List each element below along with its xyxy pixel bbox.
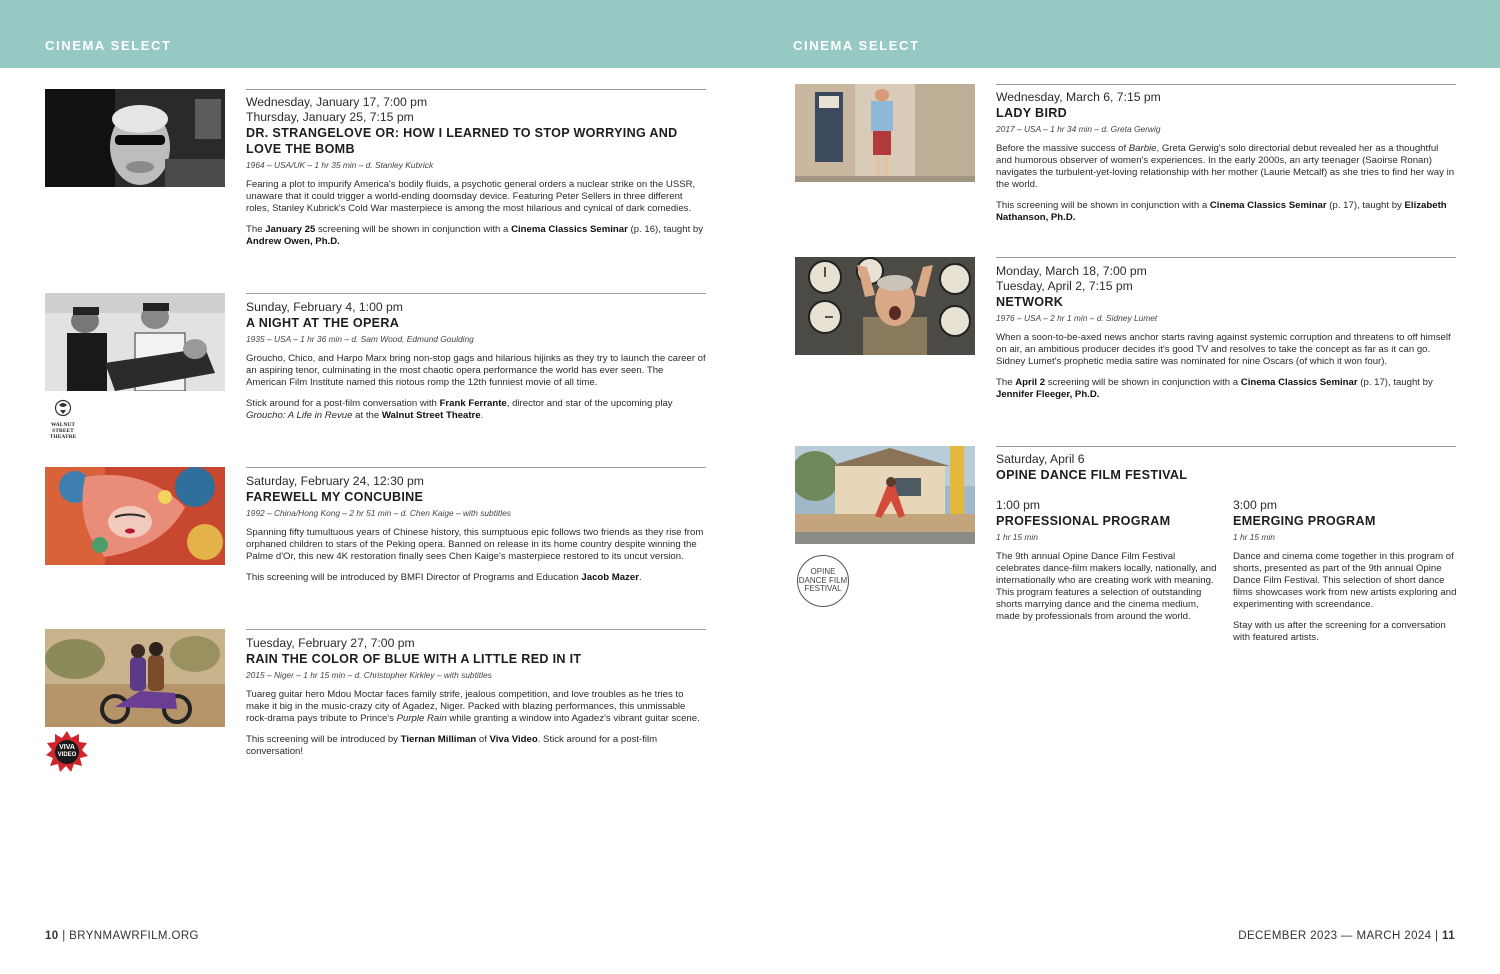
film-entry-dr-strangelove — [246, 95, 706, 248]
opine-festival-logo — [797, 555, 849, 607]
page-number-right: 11 — [1442, 930, 1455, 942]
program-description: The 9th annual Opine Dance Film Festival celebrates dance-film makers locally, nationally, and internationally who are creating work with meaning. This program features a selection of outstanding shorts marrying dance and the cinema medium, made by professionals from around the world. — [996, 551, 1217, 622]
festival-program-emerging — [1233, 498, 1457, 644]
opine-logo-line-2: DANCE FILM — [798, 575, 848, 585]
program-meta: 1 hr 15 min — [1233, 532, 1275, 542]
film-meta: 1992 – China/Hong Kong – 2 hr 51 min – d. Chen Kaige – with subtitles — [246, 508, 511, 518]
film-note: This screening will be introduced by Tiernan Milliman of Viva Video. Stick around for a post-film conversation! — [246, 734, 658, 757]
screening-date: Sunday, February 4, 1:00 pm — [246, 300, 403, 314]
film-meta: 1976 – USA – 2 hr 1 min – d. Sidney Lumet — [996, 313, 1158, 323]
film-still-farewell-my-concubine — [45, 467, 225, 565]
viva-logo-line-2: VIDEO — [57, 752, 77, 758]
film-entry-rain-the-color-of-blue — [246, 636, 706, 758]
film-title: RAIN THE COLOR OF BLUE WITH A LITTLE RED IN IT — [246, 652, 582, 666]
program-time: 1:00 pm — [996, 498, 1041, 512]
walnut-street-theatre-logo — [44, 399, 82, 440]
film-description: When a soon-to-be-axed news anchor starts raving against systemic corruption and threatens to off himself on air, an ambitious producer decides it's good TV and resolves to take the concept as far as it can go. Sidney Lumet's prophetic media satire was nominated for nine Oscars (of which it won four). — [996, 332, 1451, 367]
entry-divider — [996, 446, 1456, 447]
screening-date: Wednesday, January 17, 7:00 pm — [246, 95, 428, 109]
film-title: FAREWELL MY CONCUBINE — [246, 490, 424, 504]
issue-dates: DECEMBER 2023 — MARCH 2024 — [1238, 930, 1432, 942]
film-entry-a-night-at-the-opera — [246, 300, 706, 422]
film-still-dr-strangelove — [45, 89, 225, 187]
film-note: The April 2 screening will be shown in conjunction with a Cinema Classics Seminar (p. 17), taught by Jennifer Fleeger, Ph.D. — [996, 377, 1433, 400]
program-meta: 1 hr 15 min — [996, 532, 1038, 542]
festival-date: Saturday, April 6 — [996, 452, 1085, 466]
opine-logo-line-3: FESTIVAL — [804, 584, 842, 594]
program-description: Dance and cinema come together in this program of shorts, presented as part of the 9th annual Opine Dance Film Festival. This selection of short dance films showcases work from new artists exploring and experimenting with screendance. — [1233, 551, 1457, 610]
festival-program-professional — [996, 498, 1220, 623]
page-number-left: 10 — [45, 930, 59, 942]
screening-date: Tuesday, April 2, 7:15 pm — [996, 279, 1133, 293]
opine-logo-line-1: OPINE — [810, 567, 836, 577]
screening-date: Tuesday, February 27, 7:00 pm — [246, 636, 415, 650]
footer-left: 10 | BRYNMAWRFILM.ORG — [45, 930, 199, 942]
film-meta: 1964 – USA/UK – 1 hr 35 min – d. Stanley Kubrick — [246, 160, 434, 170]
program-time: 3:00 pm — [1233, 498, 1278, 512]
film-note: This screening will be introduced by BMFI Director of Programs and Education Jacob Mazer. — [246, 572, 642, 583]
screening-date: Wednesday, March 6, 7:15 pm — [996, 90, 1161, 104]
entry-divider — [246, 629, 706, 630]
festival-entry-header — [996, 452, 1456, 483]
program-title: PROFESSIONAL PROGRAM — [996, 514, 1171, 528]
entry-divider — [996, 84, 1456, 85]
film-still-rain-the-color-of-blue — [45, 629, 225, 727]
film-still-lady-bird — [795, 84, 975, 182]
website-link[interactable]: BRYNMAWRFILM.ORG — [69, 930, 199, 942]
film-meta: 1935 – USA – 1 hr 36 min – d. Sam Wood, Edmund Goulding — [246, 334, 474, 344]
film-entry-lady-bird — [996, 90, 1456, 224]
film-entry-farewell-my-concubine — [246, 474, 706, 584]
viva-logo-line-1: VIVA — [59, 744, 75, 751]
walnut-logo-line-1: WALNUT STREET — [50, 422, 76, 434]
film-still-opine-dance-festival — [795, 446, 975, 544]
film-description: Fearing a plot to impurify America's bodily fluids, a psychotic general orders a nuclear strike on the USSR, unaware that it could trigger a world-ending doomsday device. Featuring Peter Sellers in three different roles, Stanley Kubrick's Cold War masterpiece is among the most hilarious and cynical of dark comedies. — [246, 179, 696, 214]
film-title: NETWORK — [996, 295, 1064, 309]
film-note: The January 25 screening will be shown in conjunction with a Cinema Classics Seminar (p. 16), taught by Andrew Owen, Ph.D. — [246, 224, 704, 247]
screening-date: Saturday, February 24, 12:30 pm — [246, 474, 424, 488]
program-title: EMERGING PROGRAM — [1233, 514, 1376, 528]
film-title: A NIGHT AT THE OPERA — [246, 316, 400, 330]
film-title: LADY BIRD — [996, 106, 1068, 120]
section-label-right: CINEMA SELECT — [793, 38, 920, 53]
film-note: Stick around for a post-film conversation with Frank Ferrante, director and star of the upcoming play Groucho: A Life in Revue at the Walnut Street Theatre. — [246, 398, 673, 421]
film-description: Spanning fifty tumultuous years of Chinese history, this sumptuous epic follows two friends as they rise from orphaned children to stars of the Peking opera. Banned on release in its home country despite winning the Palme d'Or, this new 4K restoration finally sees Chen Kaige's masterpiece restored to its uncut version. — [246, 527, 704, 562]
film-still-a-night-at-the-opera — [45, 293, 225, 391]
film-meta: 2015 – Niger – 1 hr 15 min – d. Christopher Kirkley – with subtitles — [246, 670, 492, 680]
film-meta: 2017 – USA – 1 hr 34 min – d. Greta Gerwig — [996, 124, 1161, 134]
footer-right: DECEMBER 2023 — MARCH 2024 | 11 — [1238, 930, 1455, 942]
section-label-left: CINEMA SELECT — [45, 38, 172, 53]
walnut-logo-line-2: THEATRE — [49, 434, 77, 440]
film-description: Tuareg guitar hero Mdou Moctar faces family strife, jealous competition, and love troubles as he tries to make it big in the music-crazy city of Agadez, Niger. Packed with blazing performances, this unmissable rock-drama pays tribute to Prince's Purple Rain while granting a window into Agadez's vibrant guitar scene. — [246, 689, 700, 724]
header-bar — [0, 0, 1500, 68]
film-note: This screening will be shown in conjunction with a Cinema Classics Seminar (p. 17), taught by Elizabeth Nathanson, Ph.D. — [996, 200, 1447, 223]
entry-divider — [246, 89, 706, 90]
screening-date: Thursday, January 25, 7:15 pm — [246, 110, 414, 124]
entry-divider — [996, 257, 1456, 258]
viva-video-logo — [45, 730, 89, 774]
entry-divider — [246, 293, 706, 294]
film-title: DR. STRANGELOVE OR: HOW I LEARNED TO STOP WORRYING AND LOVE THE BOMB — [246, 126, 678, 156]
program-note: Stay with us after the screening for a conversation with featured artists. — [1233, 620, 1446, 643]
film-entry-network — [996, 264, 1456, 401]
entry-divider — [246, 467, 706, 468]
film-description: Before the massive success of Barbie, Greta Gerwig's solo directorial debut revealed her as a thoughtful and humorous observer of women's experiences. In the early 2000s, an arty teenager (Saoirse Ronan) navigates the turbulent-yet-loving relationship with her mother (Laurie Metcalf) as she tries to find her way in the world. — [996, 143, 1455, 190]
festival-title: OPINE DANCE FILM FESTIVAL — [996, 468, 1188, 482]
film-still-network — [795, 257, 975, 355]
screening-date: Monday, March 18, 7:00 pm — [996, 264, 1147, 278]
film-description: Groucho, Chico, and Harpo Marx bring non-stop gags and hilarious hijinks as they try to launch the career of an aspiring tenor, culminating in the most chaotic opera performance the world has ever seen. The American Film Institute named this riotous romp the 12th funniest movie of all time. — [246, 353, 706, 388]
